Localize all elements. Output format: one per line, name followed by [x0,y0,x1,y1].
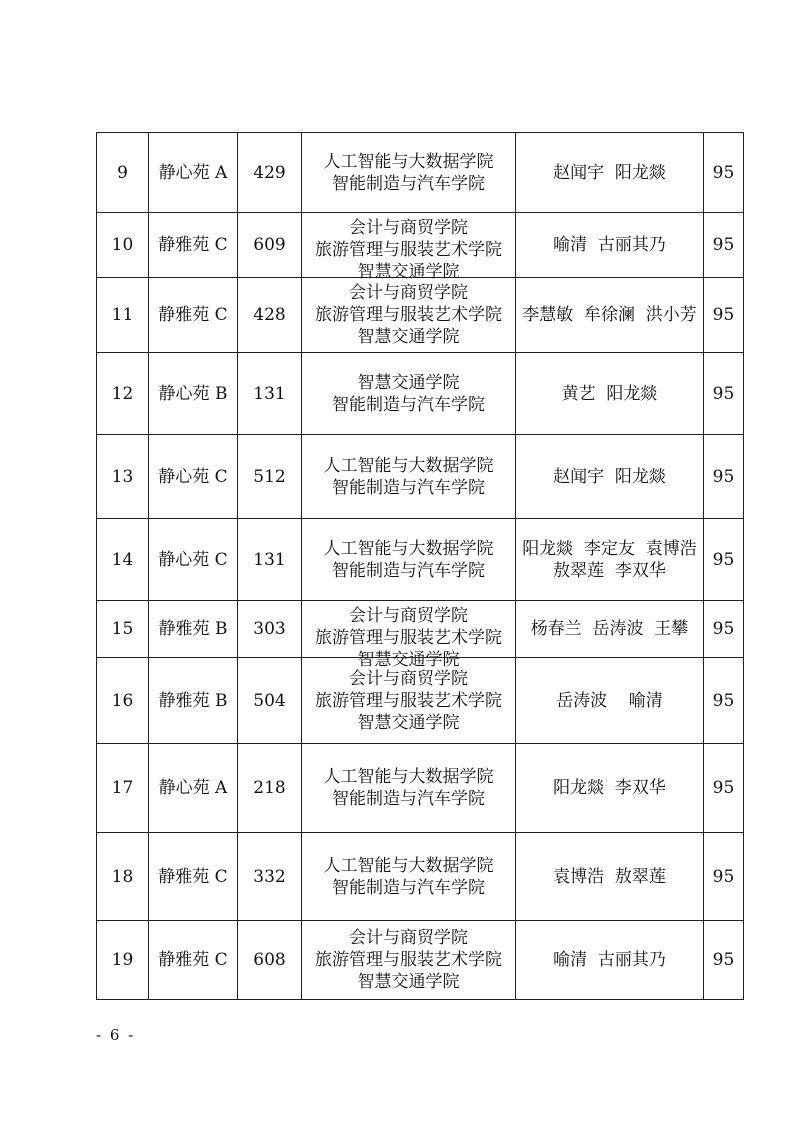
college-list [302,435,516,519]
room-number: 512 [238,435,302,519]
college-list [302,353,516,435]
college-name: 旅游管理与服装艺术学院 [315,690,502,711]
college-name: 智慧交通学院 [357,712,460,733]
college-name: 智慧交通学院 [357,650,460,670]
staff-names [516,435,704,519]
staff-names [516,921,704,1000]
building-name: 静雅苑 C [149,921,238,1000]
table-row [97,435,744,519]
staff-names [516,744,704,833]
college-name: 旅游管理与服装艺术学院 [315,950,502,970]
college-name: 智慧交通学院 [357,372,460,393]
inspection-table [96,132,744,1000]
page-number: - 6 - [96,1026,136,1044]
building-name: 静雅苑 C [149,213,238,278]
table-row [97,133,744,213]
room-number: 608 [238,921,302,1000]
room-number: 218 [238,744,302,833]
table-row [97,601,744,658]
building-name: 静心苑 C [149,519,238,601]
table-row [97,278,744,353]
table-row [97,833,744,921]
staff-line: 李慧敏 牟徐澜 洪小芳 [522,305,697,325]
row-number: 16 [97,658,149,744]
college-list [302,278,516,353]
college-list [302,658,516,744]
room-number: 303 [238,601,302,658]
staff-line: 袁博浩 敖翠莲 [553,866,666,887]
building-name: 静雅苑 B [149,601,238,658]
row-number: 9 [97,133,149,213]
college-list [302,744,516,833]
row-number: 12 [97,353,149,435]
row-number: 17 [97,744,149,833]
college-list [302,519,516,601]
table-row [97,921,744,1000]
staff-line: 杨春兰 岳涛波 王攀 [530,619,689,639]
college-name: 人工智能与大数据学院 [323,455,494,476]
staff-names [516,213,704,278]
staff-line: 喻清 古丽其乃 [553,950,666,970]
staff-line: 赵闻宇 阳龙燚 [553,162,666,183]
table-row [97,519,744,601]
score: 95 [704,278,744,353]
staff-line: 敖翠莲 李双华 [553,560,666,581]
building-name: 静雅苑 C [149,278,238,353]
score: 95 [704,353,744,435]
staff-names [516,353,704,435]
college-name: 智慧交通学院 [357,327,460,347]
staff-line: 喻清 古丽其乃 [553,235,666,255]
room-number: 504 [238,658,302,744]
building-name: 静心苑 B [149,353,238,435]
table-body [97,133,744,1000]
college-name: 智能制造与汽车学院 [332,789,485,809]
table-row [97,658,744,744]
row-number: 19 [97,921,149,1000]
college-name: 智能制造与汽车学院 [332,477,485,498]
college-name: 人工智能与大数据学院 [323,767,494,787]
table-row [97,213,744,278]
table-row [97,744,744,833]
college-list [302,133,516,213]
score: 95 [704,601,744,658]
college-list [302,601,516,670]
college-list [302,833,516,921]
building-name: 静心苑 C [149,435,238,519]
staff-line: 阳龙燚 李定友 袁博浩 [522,538,697,559]
college-list [302,921,516,1000]
row-number: 10 [97,213,149,278]
staff-line: 黄艺 阳龙燚 [561,383,658,404]
college-name: 人工智能与大数据学院 [323,538,494,559]
score: 95 [704,133,744,213]
college-name: 旅游管理与服装艺术学院 [315,305,502,325]
row-number: 18 [97,833,149,921]
college-name: 智慧交通学院 [357,262,460,282]
college-name: 智能制造与汽车学院 [332,173,485,194]
table-row [97,353,744,435]
college-name: 会计与商贸学院 [349,668,468,689]
college-name: 智能制造与汽车学院 [332,394,485,415]
building-name: 静心苑 A [149,744,238,833]
room-number: 332 [238,833,302,921]
college-name: 智慧交通学院 [357,972,460,992]
staff-line: 阳龙燚 李双华 [553,778,666,798]
building-name: 静雅苑 C [149,833,238,921]
score: 95 [704,519,744,601]
college-name: 会计与商贸学院 [349,218,468,238]
score: 95 [704,658,744,744]
staff-names [516,658,704,744]
row-number: 11 [97,278,149,353]
college-name: 智能制造与汽车学院 [332,877,485,898]
room-number: 131 [238,353,302,435]
row-number: 14 [97,519,149,601]
row-number: 15 [97,601,149,658]
score: 95 [704,213,744,278]
row-number: 13 [97,435,149,519]
college-list [302,213,516,282]
college-name: 旅游管理与服装艺术学院 [315,240,502,260]
building-name: 静心苑 A [149,133,238,213]
score: 95 [704,744,744,833]
score: 95 [704,921,744,1000]
college-name: 智能制造与汽车学院 [332,560,485,581]
college-name: 人工智能与大数据学院 [323,151,494,172]
building-name: 静雅苑 B [149,658,238,744]
staff-names [516,519,704,601]
college-name: 人工智能与大数据学院 [323,855,494,876]
staff-line: 岳涛波 喻清 [556,690,663,711]
college-name: 会计与商贸学院 [349,283,468,303]
score: 95 [704,435,744,519]
college-name: 旅游管理与服装艺术学院 [315,628,502,648]
room-number: 428 [238,278,302,353]
room-number: 131 [238,519,302,601]
staff-names [516,833,704,921]
staff-names [516,278,704,353]
score: 95 [704,833,744,921]
staff-names [516,133,704,213]
college-name: 会计与商贸学院 [349,928,468,948]
college-name: 会计与商贸学院 [349,606,468,626]
staff-names [516,601,704,658]
room-number: 609 [238,213,302,278]
staff-line: 赵闻宇 阳龙燚 [553,466,666,487]
room-number: 429 [238,133,302,213]
